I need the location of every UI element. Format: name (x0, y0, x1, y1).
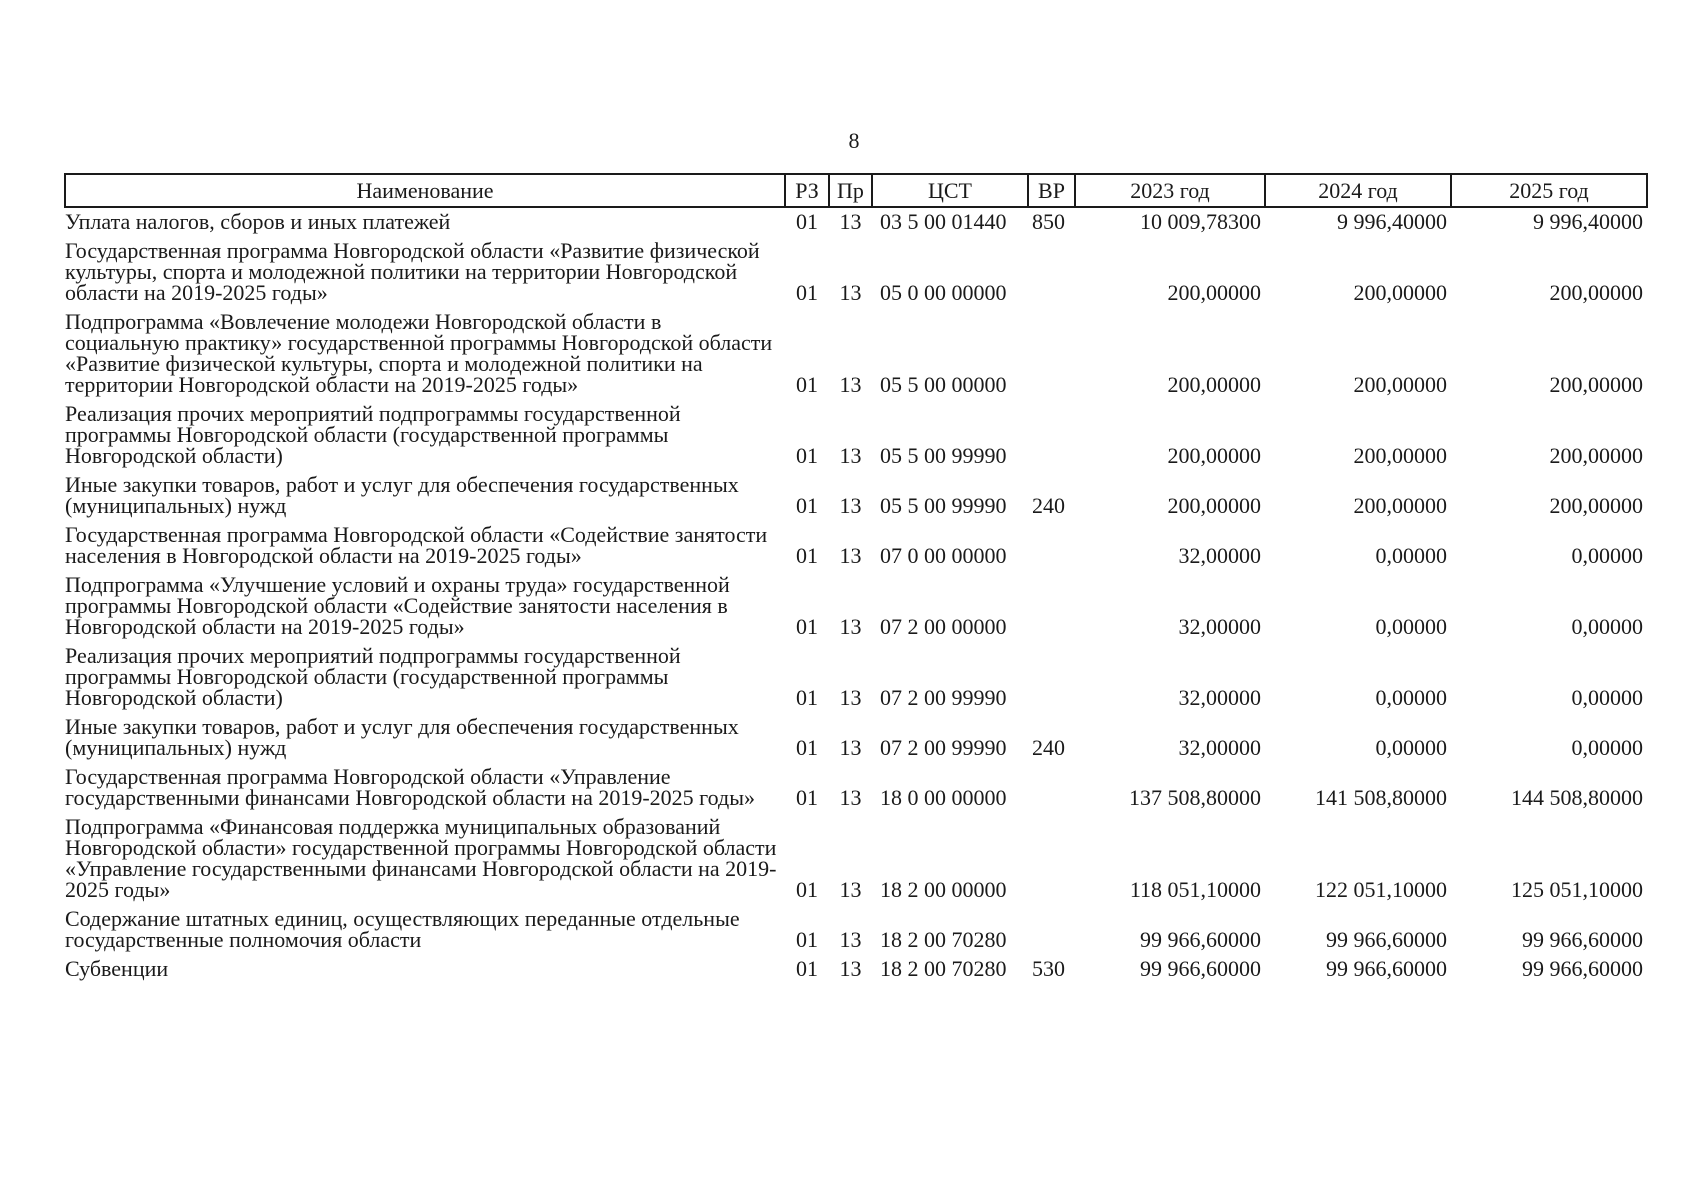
row-2023: 200,00000 (1167, 280, 1261, 305)
row-2025: 9 996,40000 (1533, 209, 1643, 234)
row-2024: 141 508,80000 (1315, 785, 1447, 810)
row-name: Государственная программа Новгородской области «Управление государственными финансами Новгородской области на 2019-2025 годы» (65, 764, 755, 810)
row-cst: 03 5 00 01440 (880, 209, 1007, 234)
row-vr (1028, 518, 1075, 568)
row-2025: 99 966,60000 (1522, 956, 1643, 981)
row-rz: 01 (796, 443, 818, 468)
row-pr: 13 (839, 927, 862, 952)
row-cst: 18 2 00 00000 (880, 877, 1007, 902)
row-2024: 200,00000 (1353, 493, 1447, 518)
row-2024: 200,00000 (1353, 443, 1447, 468)
row-cst: 07 2 00 99990 (880, 685, 1007, 710)
row-2024: 0,00000 (1375, 543, 1447, 568)
row-vr (1028, 305, 1075, 397)
row-pr: 13 (839, 493, 862, 518)
row-cst: 18 2 00 70280 (880, 927, 1007, 952)
row-vr (1028, 568, 1075, 639)
row-2024: 200,00000 (1353, 280, 1447, 305)
row-2023: 10 009,78300 (1140, 209, 1261, 234)
header-2023: 2023 год (1075, 174, 1265, 207)
header-vr: ВР (1028, 174, 1075, 207)
row-rz: 01 (796, 209, 818, 234)
row-name: Реализация прочих мероприятий подпрограммы государственной программы Новгородской области (государственной программы Новгородской области) (65, 401, 681, 468)
row-2024: 200,00000 (1353, 372, 1447, 397)
header-pr: Пр (829, 174, 872, 207)
table-row (65, 902, 1647, 952)
row-2025: 0,00000 (1571, 685, 1643, 710)
row-vr: 530 (1032, 956, 1065, 981)
row-cst: 05 5 00 00000 (880, 372, 1007, 397)
row-2024: 99 966,60000 (1326, 956, 1447, 981)
row-rz: 01 (796, 372, 818, 397)
table-row (65, 710, 1647, 760)
row-name: Реализация прочих мероприятий подпрограммы государственной программы Новгородской области (государственной программы Новгородской области) (65, 643, 681, 710)
row-name: Иные закупки товаров, работ и услуг для обеспечения государственных (муниципальных) нужд (65, 714, 739, 760)
row-2024: 0,00000 (1375, 735, 1447, 760)
page-number: 8 (848, 128, 860, 153)
row-2025: 200,00000 (1549, 372, 1643, 397)
budget-table (64, 173, 1648, 981)
table-row (65, 810, 1647, 902)
row-pr: 13 (839, 280, 862, 305)
row-vr (1028, 760, 1075, 810)
row-2023: 32,00000 (1178, 614, 1261, 639)
table-body (65, 207, 1647, 981)
row-2023: 137 508,80000 (1129, 785, 1261, 810)
header-name: Наименование (65, 174, 785, 207)
row-cst: 07 0 00 00000 (880, 543, 1007, 568)
row-name: Содержание штатных единиц, осуществляющих переданные отдельные государственные полномочия области (65, 906, 740, 952)
row-name: Подпрограмма «Финансовая поддержка муниципальных образований Новгородской области» государственной программы Новгородской области «Управление государственными финансами Новгородской области на 2019-2025 годы» (65, 814, 777, 902)
row-2023: 200,00000 (1167, 493, 1261, 518)
table-row (65, 518, 1647, 568)
row-pr: 13 (839, 735, 862, 760)
row-vr: 240 (1032, 493, 1065, 518)
row-rz: 01 (796, 280, 818, 305)
row-pr: 13 (839, 877, 862, 902)
row-cst: 18 0 00 00000 (880, 785, 1007, 810)
row-cst: 05 5 00 99990 (880, 443, 1007, 468)
table-row (65, 639, 1647, 710)
row-cst: 05 5 00 99990 (880, 493, 1007, 518)
row-vr (1028, 397, 1075, 468)
row-rz: 01 (796, 543, 818, 568)
row-name: Государственная программа Новгородской области «Развитие физической культуры, спорта и молодежной политики на территории Новгородской области на 2019-2025 годы» (65, 238, 760, 305)
row-2023: 118 051,10000 (1129, 877, 1261, 902)
row-2025: 200,00000 (1549, 493, 1643, 518)
row-2025: 125 051,10000 (1511, 877, 1643, 902)
row-rz: 01 (796, 956, 818, 981)
row-name: Иные закупки товаров, работ и услуг для обеспечения государственных (муниципальных) нужд (65, 472, 739, 518)
row-vr (1028, 234, 1075, 305)
row-rz: 01 (796, 785, 818, 810)
row-2023: 200,00000 (1167, 372, 1261, 397)
table-row (65, 468, 1647, 518)
row-name: Государственная программа Новгородской области «Содействие занятости населения в Новгородской области на 2019-2025 годы» (65, 522, 768, 568)
row-2023: 99 966,60000 (1140, 956, 1261, 981)
row-2023: 32,00000 (1178, 735, 1261, 760)
row-2025: 0,00000 (1571, 543, 1643, 568)
row-2023: 32,00000 (1178, 685, 1261, 710)
row-2024: 9 996,40000 (1337, 209, 1447, 234)
table-row (65, 397, 1647, 468)
row-vr (1028, 810, 1075, 902)
row-pr: 13 (839, 209, 862, 234)
row-cst: 07 2 00 00000 (880, 614, 1007, 639)
row-vr: 850 (1032, 209, 1065, 234)
row-name: Подпрограмма «Вовлечение молодежи Новгородской области в социальную практику» государственной программы Новгородской области «Развитие физической культуры, спорта и молодежной политики на территории Новгородской области на 2019-2025 годы» (65, 309, 773, 397)
row-2023: 32,00000 (1178, 543, 1261, 568)
row-pr: 13 (839, 614, 862, 639)
row-pr: 13 (839, 372, 862, 397)
header-2024: 2024 год (1265, 174, 1451, 207)
row-pr: 13 (839, 543, 862, 568)
table-row (65, 760, 1647, 810)
table-row (65, 952, 1647, 981)
row-cst: 07 2 00 99990 (880, 735, 1007, 760)
table-row (65, 568, 1647, 639)
row-rz: 01 (796, 927, 818, 952)
table-row (65, 305, 1647, 397)
table-header (65, 174, 1647, 207)
row-2025: 0,00000 (1571, 735, 1643, 760)
row-2024: 122 051,10000 (1315, 877, 1447, 902)
row-rz: 01 (796, 614, 818, 639)
row-2025: 0,00000 (1571, 614, 1643, 639)
row-pr: 13 (839, 685, 862, 710)
header-rz: РЗ (785, 174, 829, 207)
row-pr: 13 (839, 956, 862, 981)
table-row (65, 234, 1647, 305)
row-name: Подпрограмма «Улучшение условий и охраны труда» государственной программы Новгородской области «Содействие занятости населения в Новгородской области на 2019-2025 годы» (65, 572, 730, 639)
row-vr (1028, 902, 1075, 952)
row-2025: 144 508,80000 (1511, 785, 1643, 810)
row-name: Уплата налогов, сборов и иных платежей (65, 209, 451, 234)
row-2025: 99 966,60000 (1522, 927, 1643, 952)
row-pr: 13 (839, 443, 862, 468)
row-2023: 99 966,60000 (1140, 927, 1261, 952)
table-row (65, 207, 1647, 234)
row-vr (1028, 639, 1075, 710)
row-vr: 240 (1032, 735, 1065, 760)
row-2025: 200,00000 (1549, 280, 1643, 305)
row-rz: 01 (796, 735, 818, 760)
row-name: Субвенции (65, 956, 169, 981)
row-cst: 05 0 00 00000 (880, 280, 1007, 305)
row-pr: 13 (839, 785, 862, 810)
row-rz: 01 (796, 493, 818, 518)
row-rz: 01 (796, 685, 818, 710)
header-2025: 2025 год (1451, 174, 1647, 207)
row-2024: 0,00000 (1375, 685, 1447, 710)
row-2024: 99 966,60000 (1326, 927, 1447, 952)
row-2025: 200,00000 (1549, 443, 1643, 468)
row-2024: 0,00000 (1375, 614, 1447, 639)
row-rz: 01 (796, 877, 818, 902)
header-cst: ЦСТ (872, 174, 1028, 207)
row-2023: 200,00000 (1167, 443, 1261, 468)
row-cst: 18 2 00 70280 (880, 956, 1007, 981)
